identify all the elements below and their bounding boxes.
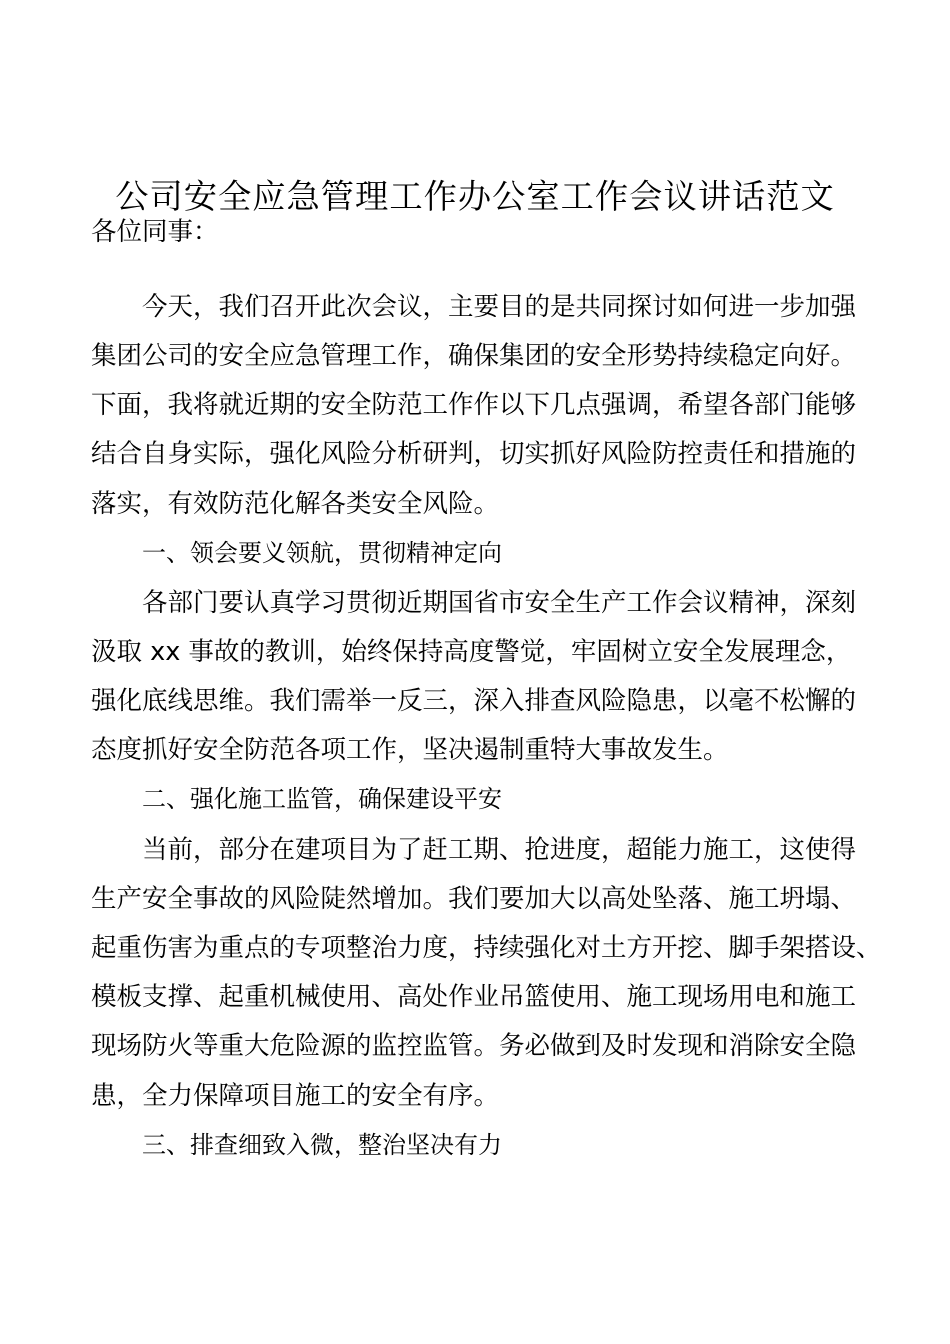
paragraph-line: 起重伤害为重点的专项整治力度，持续强化对土方开挖、脚手架搭设、 (91, 933, 882, 963)
paragraph-line: 下面，我将就近期的安全防范工作作以下几点强调，希望各部门能够 (91, 390, 857, 420)
salutation: 各位同事： (91, 217, 219, 247)
paragraph-line: 生产安全事故的风险陡然增加。我们要加大以高处坠落、施工坍塌、 (91, 884, 857, 914)
paragraph-line: 当前，部分在建项目为了赶工期、抢进度，超能力施工，这使得 (142, 835, 857, 865)
paragraph-line: 结合自身实际，强化风险分析研判，切实抓好风险防控责任和措施的 (91, 439, 857, 469)
section-heading: 三、排查细致入微，整治坚决有力 (142, 1131, 502, 1159)
paragraph-line: 集团公司的安全应急管理工作，确保集团的安全形势持续稳定向好。 (91, 341, 857, 371)
paragraph-line: 态度抓好安全防范各项工作，坚决遏制重特大事故发生。 (91, 735, 729, 765)
paragraph-line: 模板支撑、起重机械使用、高处作业吊篮使用、施工现场用电和施工 (91, 982, 857, 1012)
paragraph-line: 各部门要认真学习贯彻近期国省市安全生产工作会议精神，深刻 (142, 588, 857, 618)
paragraph-line: 落实，有效防范化解各类安全风险。 (91, 489, 500, 519)
paragraph-line: 强化底线思维。我们需举一反三，深入排查风险隐患，以毫不松懈的 (91, 686, 857, 716)
document-title: 公司安全应急管理工作办公室工作会议讲话范文 (115, 177, 835, 216)
paragraph-line: 汲取 xx 事故的教训，始终保持高度警觉，牢固树立安全发展理念， (91, 637, 852, 667)
paragraph-line: 患，全力保障项目施工的安全有序。 (91, 1081, 500, 1111)
section-heading: 二、强化施工监管，确保建设平安 (142, 785, 502, 813)
section-heading: 一、领会要义领航，贯彻精神定向 (142, 539, 502, 567)
paragraph-line: 现场防火等重大危险源的监控监管。务必做到及时发现和消除安全隐 (91, 1031, 857, 1061)
paragraph-line: 今天，我们召开此次会议，主要目的是共同探讨如何进一步加强 (142, 292, 857, 322)
